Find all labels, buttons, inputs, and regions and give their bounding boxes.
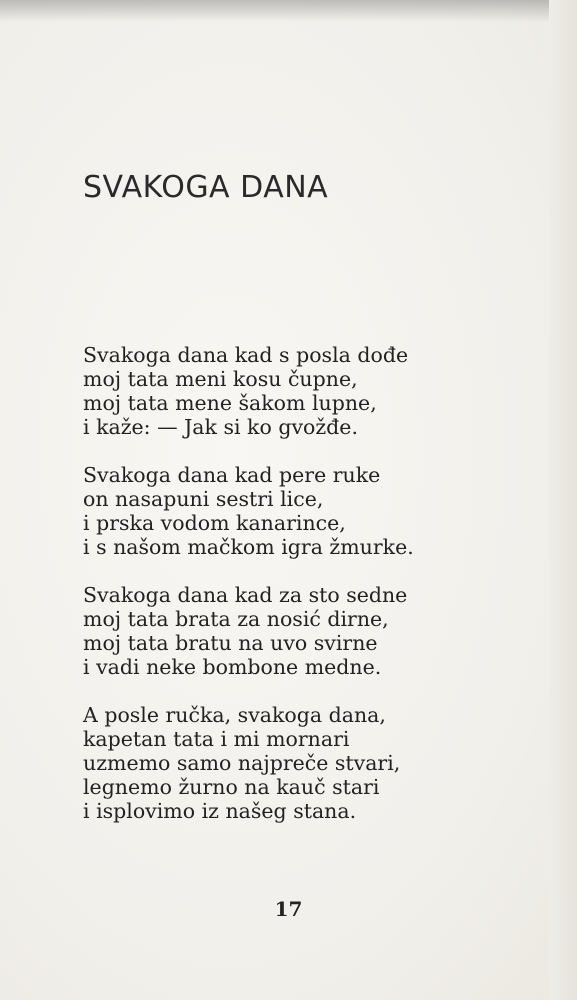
poem-line: moj tata meni kosu čupne,: [83, 367, 358, 391]
poem-line: moj tata bratu na uvo svirne: [83, 631, 378, 655]
poem-line: Svakoga dana kad pere ruke: [83, 463, 381, 487]
stanza-1: [83, 343, 503, 439]
poem-line: Svakoga dana kad za sto sedne: [83, 583, 408, 607]
poem-title: SVAKOGA DANA: [83, 170, 329, 205]
poem-line: kapetan tata i mi mornari: [83, 727, 350, 751]
poem-line: i vadi neke bombone medne.: [83, 655, 382, 679]
stanza-3: [83, 583, 503, 679]
page-right-edge: [549, 0, 577, 1000]
poem-line: uzmemo samo najpreče stvari,: [83, 751, 401, 775]
poem-line: i s našom mačkom igra žmurke.: [83, 535, 414, 559]
page-top-shadow: [0, 0, 577, 22]
poem-line: Svakoga dana kad s posla dođe: [83, 343, 409, 367]
poem-line: moj tata brata za nosić dirne,: [83, 607, 389, 631]
poem-line: moj tata mene šakom lupne,: [83, 391, 377, 415]
poem-body: [83, 343, 503, 847]
poem-line: on nasapuni sestri lice,: [83, 487, 324, 511]
stanza-2: [83, 463, 503, 559]
poem-line: i kaže: — Jak si ko gvožđe.: [83, 415, 358, 439]
page-number: 17: [274, 897, 303, 921]
stanza-4: [83, 703, 503, 823]
poem-line: A posle ručka, svakoga dana,: [83, 703, 386, 727]
poem-line: i isplovimo iz našeg stana.: [83, 799, 357, 823]
poem-line: legnemo žurno na kauč stari: [83, 775, 380, 799]
poem-line: i prska vodom kanarince,: [83, 511, 346, 535]
